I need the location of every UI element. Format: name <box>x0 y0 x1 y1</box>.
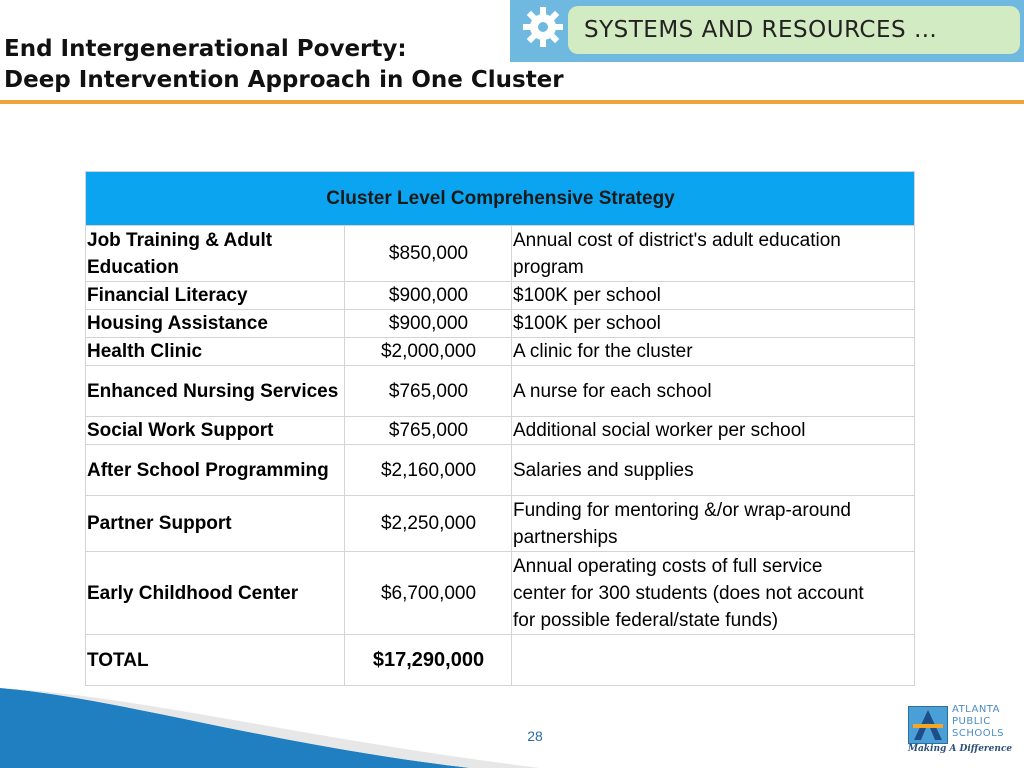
row-item: Financial Literacy <box>86 282 345 310</box>
table-row <box>86 226 915 282</box>
row-item: Partner Support <box>86 496 345 552</box>
row-amount: $900,000 <box>345 310 512 338</box>
row-note: Additional social worker per school <box>512 417 915 445</box>
row-item: Early Childhood Center <box>86 552 345 635</box>
total-row <box>86 635 915 686</box>
row-item-line: Education <box>87 256 179 278</box>
logo-tagline: Making A Difference <box>908 744 1013 754</box>
row-note <box>512 496 915 552</box>
table-row <box>86 552 915 635</box>
strategy-table <box>85 171 915 686</box>
row-note <box>512 552 915 635</box>
row-amount: $765,000 <box>345 417 512 445</box>
row-note: $100K per school <box>512 310 915 338</box>
row-amount: $2,160,000 <box>345 445 512 496</box>
banner-text: SYSTEMS AND RESOURCES … <box>584 17 938 43</box>
logo-word: ATLANTA <box>952 704 1000 715</box>
row-note: A clinic for the cluster <box>512 338 915 366</box>
logo-a-icon <box>908 706 948 744</box>
row-note: A nurse for each school <box>512 366 915 417</box>
row-item: Health Clinic <box>86 338 345 366</box>
table-header-row <box>86 172 915 226</box>
row-item: Housing Assistance <box>86 310 345 338</box>
row-item <box>86 226 345 282</box>
row-note: Salaries and supplies <box>512 445 915 496</box>
row-note <box>512 226 915 282</box>
table-row <box>86 445 915 496</box>
row-note-line: Annual operating costs of full service <box>513 555 823 577</box>
footer-wave <box>0 688 1024 768</box>
row-amount: $2,000,000 <box>345 338 512 366</box>
row-item: Enhanced Nursing Services <box>86 366 345 417</box>
title-line-2: Deep Intervention Approach in One Cluster <box>4 67 564 93</box>
row-note-line: program <box>513 256 584 278</box>
row-note-line: center for 300 students (does not account <box>513 582 864 604</box>
table-row <box>86 366 915 417</box>
page-title <box>4 34 564 96</box>
table-row <box>86 417 915 445</box>
row-amount: $765,000 <box>345 366 512 417</box>
row-note-line: Annual cost of district's adult education <box>513 229 841 251</box>
logo-word: PUBLIC <box>952 716 991 727</box>
row-note: $100K per school <box>512 282 915 310</box>
row-note-line: Funding for mentoring &/or wrap-around <box>513 499 851 521</box>
row-note-line: for possible federal/state funds) <box>513 609 779 631</box>
row-item: Social Work Support <box>86 417 345 445</box>
row-amount: $900,000 <box>345 282 512 310</box>
row-note-line: partnerships <box>513 526 618 548</box>
total-amount: $17,290,000 <box>345 635 512 686</box>
row-amount: $850,000 <box>345 226 512 282</box>
logo-wordmark <box>952 704 1004 740</box>
page-number: 28 <box>527 728 543 744</box>
total-label: TOTAL <box>86 635 345 686</box>
table-row <box>86 338 915 366</box>
row-amount: $6,700,000 <box>345 552 512 635</box>
table-header: Cluster Level Comprehensive Strategy <box>86 172 915 226</box>
total-note-empty <box>512 635 915 686</box>
table-row <box>86 310 915 338</box>
table-row <box>86 282 915 310</box>
banner-label-box <box>568 6 1020 54</box>
title-line-1: End Intergenerational Poverty: <box>4 36 407 62</box>
gear-icon <box>520 4 566 50</box>
table-row <box>86 496 915 552</box>
row-amount: $2,250,000 <box>345 496 512 552</box>
row-item-line: Job Training & Adult <box>87 229 273 251</box>
title-divider <box>0 100 1024 104</box>
atlanta-public-schools-logo <box>906 704 1018 756</box>
row-item: After School Programming <box>86 445 345 496</box>
section-banner <box>510 0 1024 62</box>
logo-word: SCHOOLS <box>952 728 1005 739</box>
